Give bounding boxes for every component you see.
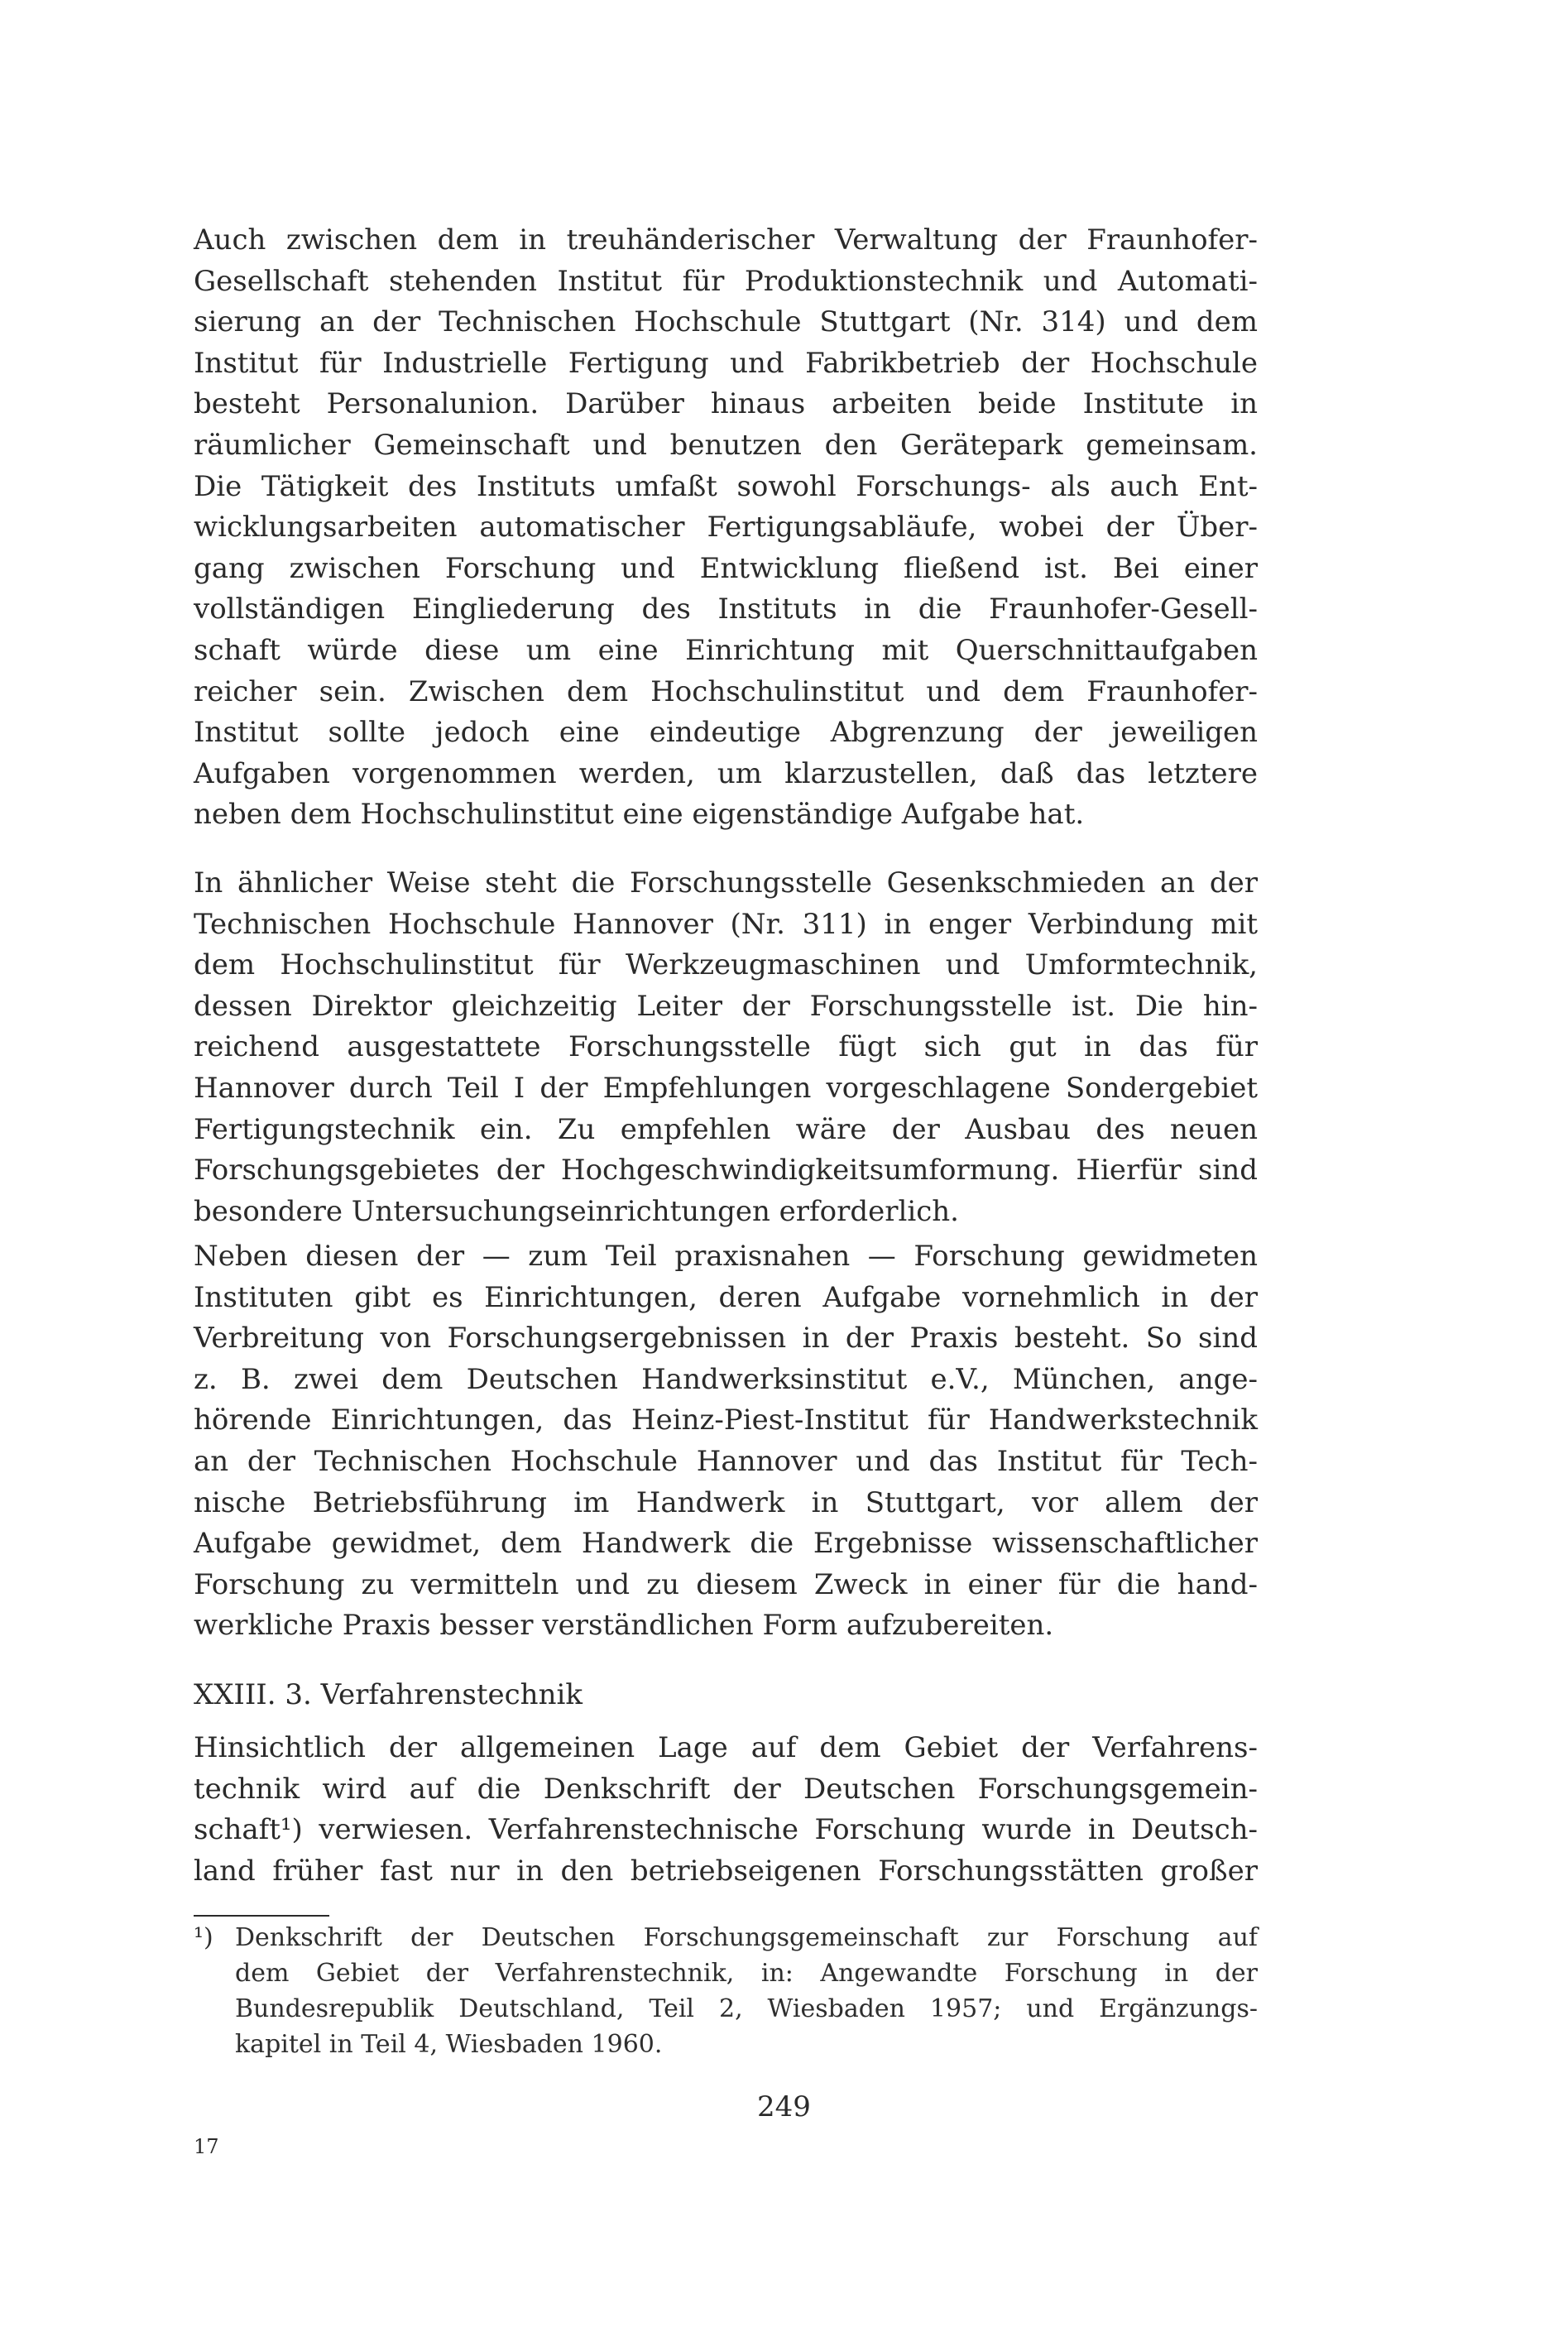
text-line: reicher sein. Zwischen dem Hochschulinstitut und dem Fraunhofer- — [194, 674, 1258, 708]
signature-mark: 17 — [194, 2135, 219, 2158]
text-line: Verbreitung von Forschungsergebnissen in der Praxis besteht. So sind — [194, 1322, 1258, 1356]
text-line: land früher fast nur in den betriebseigenen Forschungsstätten großer — [194, 1854, 1258, 1888]
text-line: Gesellschaft stehenden Institut für Produktionstechnik und Automati- — [194, 264, 1258, 298]
text-line: nische Betriebsführung im Handwerk in Stuttgart, vor allem der — [194, 1485, 1258, 1519]
text-line: neben dem Hochschulinstitut eine eigenständige Aufgabe hat. — [194, 798, 1085, 832]
paragraph-4 — [194, 1728, 1258, 1892]
text-line: schaft¹) verwiesen. Verfahrenstechnische Forschung wurde in Deutsch- — [194, 1813, 1258, 1847]
text-line: werkliche Praxis besser verständlichen Form aufzubereiten. — [194, 1609, 1054, 1643]
text-line: Hinsichtlich der allgemeinen Lage auf dem Gebiet der Verfahrens- — [194, 1731, 1258, 1764]
text-line: Hannover durch Teil I der Empfehlungen vorgeschlagene Sondergebiet — [194, 1071, 1258, 1105]
text-line: hörende Einrichtungen, das Heinz-Piest-Institut für Handwerkstechnik — [194, 1404, 1258, 1437]
text-line: wicklungsarbeiten automatischer Fertigungsabläufe, wobei der Über- — [194, 511, 1258, 545]
text-line: gang zwischen Forschung und Entwicklung fließend ist. Bei einer — [194, 551, 1258, 585]
text-line: Forschungsgebietes der Hochgeschwindigkeitsumformung. Hierfür sind — [194, 1154, 1258, 1188]
footnote-line — [194, 1920, 1258, 1955]
text-line: technik wird auf die Denkschrift der Deutschen Forschungsgemein- — [194, 1772, 1258, 1806]
footnote — [194, 1920, 1258, 2062]
footnote-marker: ¹) — [194, 1923, 213, 1952]
text-line: sierung an der Technischen Hochschule Stuttgart (Nr. 314) und dem — [194, 305, 1258, 339]
footnote-line-text: Denkschrift der Deutschen Forschungsgemeinschaft zur Forschung auf — [235, 1923, 1258, 1952]
footnote-line: Bundesrepublik Deutschland, Teil 2, Wiesbaden 1957; und Ergänzungs- — [235, 1994, 1258, 2023]
section-heading: XXIII. 3. Verfahrenstechnik — [194, 1678, 583, 1711]
text-line: Die Tätigkeit des Instituts umfaßt sowohl Forschungs- als auch Ent- — [194, 469, 1258, 503]
page-number: 249 — [757, 2090, 811, 2123]
text-line: Auch zwischen dem in treuhänderischer Verwaltung der Fraunhofer- — [194, 223, 1258, 257]
text-line: schaft würde diese um eine Einrichtung mit Querschnittaufgaben — [194, 633, 1258, 667]
text-line: In ähnlicher Weise steht die Forschungsstelle Gesenkschmieden an der — [194, 866, 1258, 900]
text-line: Aufgaben vorgenommen werden, um klarzustellen, daß das letztere — [194, 756, 1258, 790]
text-line: z. B. zwei dem Deutschen Handwerksinstitut e.V., München, ange- — [194, 1362, 1258, 1396]
text-line: reichend ausgestattete Forschungsstelle fügt sich gut in das für — [194, 1030, 1258, 1064]
text-line: vollständigen Eingliederung des Instituts in die Fraunhofer-Gesell- — [194, 593, 1258, 626]
footnote-line: dem Gebiet der Verfahrenstechnik, in: Angewandte Forschung in der — [235, 1959, 1258, 1988]
text-line: Fertigungstechnik ein. Zu empfehlen wäre der Ausbau des neuen — [194, 1112, 1258, 1146]
text-line: dem Hochschulinstitut für Werkzeugmaschinen und Umformtechnik, — [194, 948, 1258, 982]
text-line: Aufgabe gewidmet, dem Handwerk die Ergebnisse wissenschaftlicher — [194, 1527, 1258, 1561]
text-line: räumlicher Gemeinschaft und benutzen den Gerätepark gemeinsam. — [194, 428, 1258, 462]
paragraph-1 — [194, 220, 1258, 836]
paragraph-3 — [194, 1236, 1258, 1647]
text-line: Neben diesen der — zum Teil praxisnahen — Forschung gewidmeten — [194, 1240, 1258, 1273]
text-line: Institut für Industrielle Fertigung und Fabrikbetrieb der Hochschule — [194, 346, 1258, 380]
footnote-separator — [194, 1915, 329, 1917]
paragraph-2 — [194, 863, 1258, 1232]
footnote-line: kapitel in Teil 4, Wiesbaden 1960. — [235, 2030, 663, 2059]
text-line: Instituten gibt es Einrichtungen, deren Aufgabe vornehmlich in der — [194, 1280, 1258, 1314]
text-line: Technischen Hochschule Hannover (Nr. 311) in enger Verbindung mit — [194, 907, 1258, 941]
text-line: Forschung zu vermitteln und zu diesem Zweck in einer für die hand- — [194, 1567, 1258, 1601]
text-line: an der Technischen Hochschule Hannover und das Institut für Tech- — [194, 1444, 1258, 1478]
text-line: Institut sollte jedoch eine eindeutige Abgrenzung der jeweiligen — [194, 716, 1258, 750]
text-line: besteht Personalunion. Darüber hinaus arbeiten beide Institute in — [194, 387, 1258, 421]
text-line: dessen Direktor gleichzeitig Leiter der Forschungsstelle ist. Die hin- — [194, 989, 1258, 1023]
text-line: besondere Untersuchungseinrichtungen erforderlich. — [194, 1194, 959, 1228]
